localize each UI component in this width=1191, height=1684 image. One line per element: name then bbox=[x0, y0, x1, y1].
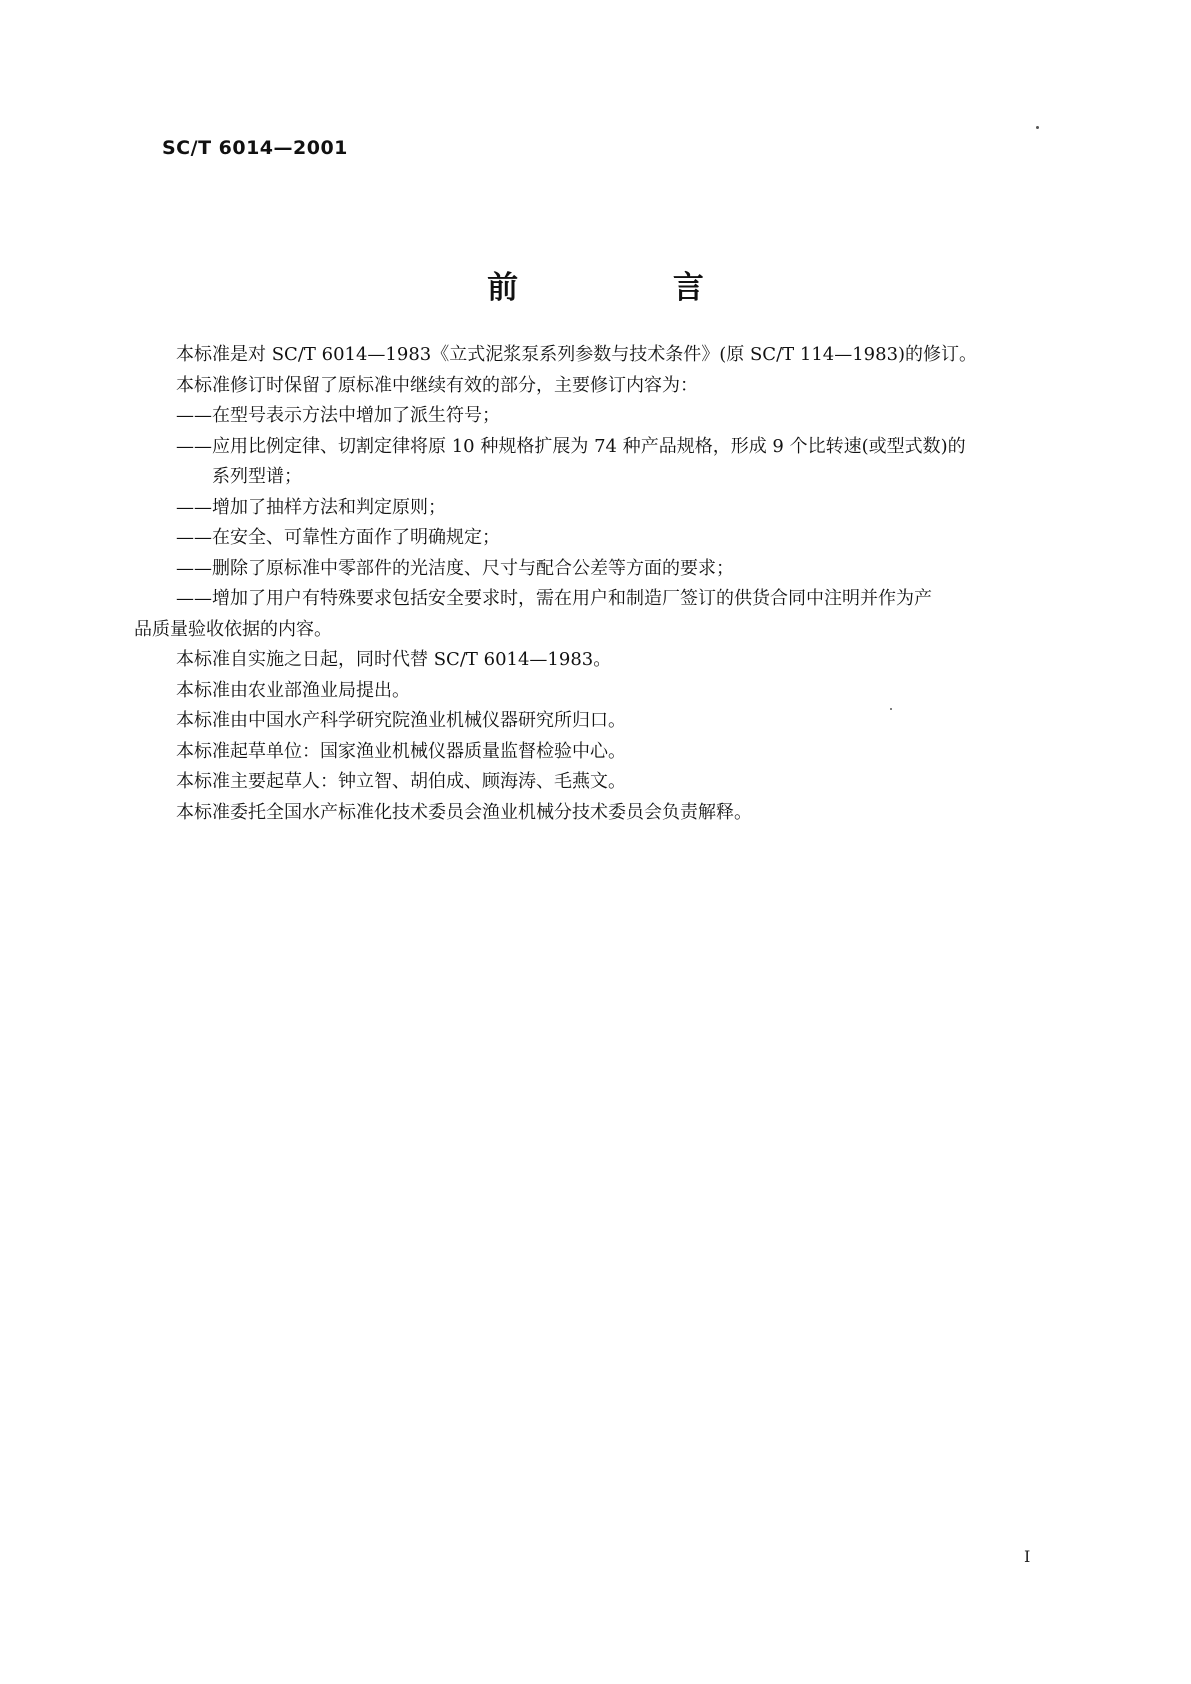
note-interpretation: 本标准委托全国水产标准化技术委员会渔业机械分技术委员会负责解释。 bbox=[176, 801, 752, 823]
standard-code: SC/T 6014—2001 bbox=[162, 137, 348, 159]
paragraph-main-changes: 本标准修订时保留了原标准中继续有效的部分，主要修订内容为： bbox=[176, 374, 698, 396]
change-item-3: ——增加了抽样方法和判定原则； bbox=[176, 496, 446, 518]
note-drafters: 本标准主要起草人：钟立智、胡伯成、顾海涛、毛燕文。 bbox=[176, 771, 626, 792]
note-proposed-by: 本标准由农业部渔业局提出。 bbox=[176, 679, 410, 701]
note-drafting-unit: 本标准起草单位：国家渔业机械仪器质量监督检验中心。 bbox=[176, 740, 626, 762]
change-item-4: ——在安全、可靠性方面作了明确规定； bbox=[176, 527, 500, 548]
note-replaces: 本标准自实施之日起，同时代替 SC/T 6014—1983。 bbox=[176, 649, 612, 670]
scan-speck bbox=[890, 708, 892, 710]
change-item-2-continued: 系列型谱； bbox=[212, 466, 302, 487]
page-title: 前 言 bbox=[487, 270, 776, 306]
change-item-6: ——增加了用户有特殊要求包括安全要求时，需在用户和制造厂签订的供货合同中注明并作为产 bbox=[176, 588, 932, 609]
foreword-body bbox=[134, 340, 1064, 828]
note-centralized-by: 本标准由中国水产科学研究院渔业机械仪器研究所归口。 bbox=[176, 710, 626, 731]
change-item-1: ——在型号表示方法中增加了派生符号； bbox=[176, 405, 500, 426]
scan-speck bbox=[1036, 126, 1039, 129]
change-item-5: ——删除了原标准中零部件的光洁度、尺寸与配合公差等方面的要求； bbox=[176, 557, 734, 579]
page-number: I bbox=[1024, 1547, 1031, 1566]
change-item-6-continued: 品质量验收依据的内容。 bbox=[134, 618, 332, 640]
change-item-2: ——应用比例定律、切割定律将原 10 种规格扩展为 74 种产品规格，形成 9 个比转速(或型式数)的 bbox=[176, 435, 966, 457]
paragraph-revision: 本标准是对 SC/T 6014—1983《立式泥浆泵系列参数与技术条件》(原 SC/T 114—1983)的修订。 bbox=[176, 344, 978, 365]
